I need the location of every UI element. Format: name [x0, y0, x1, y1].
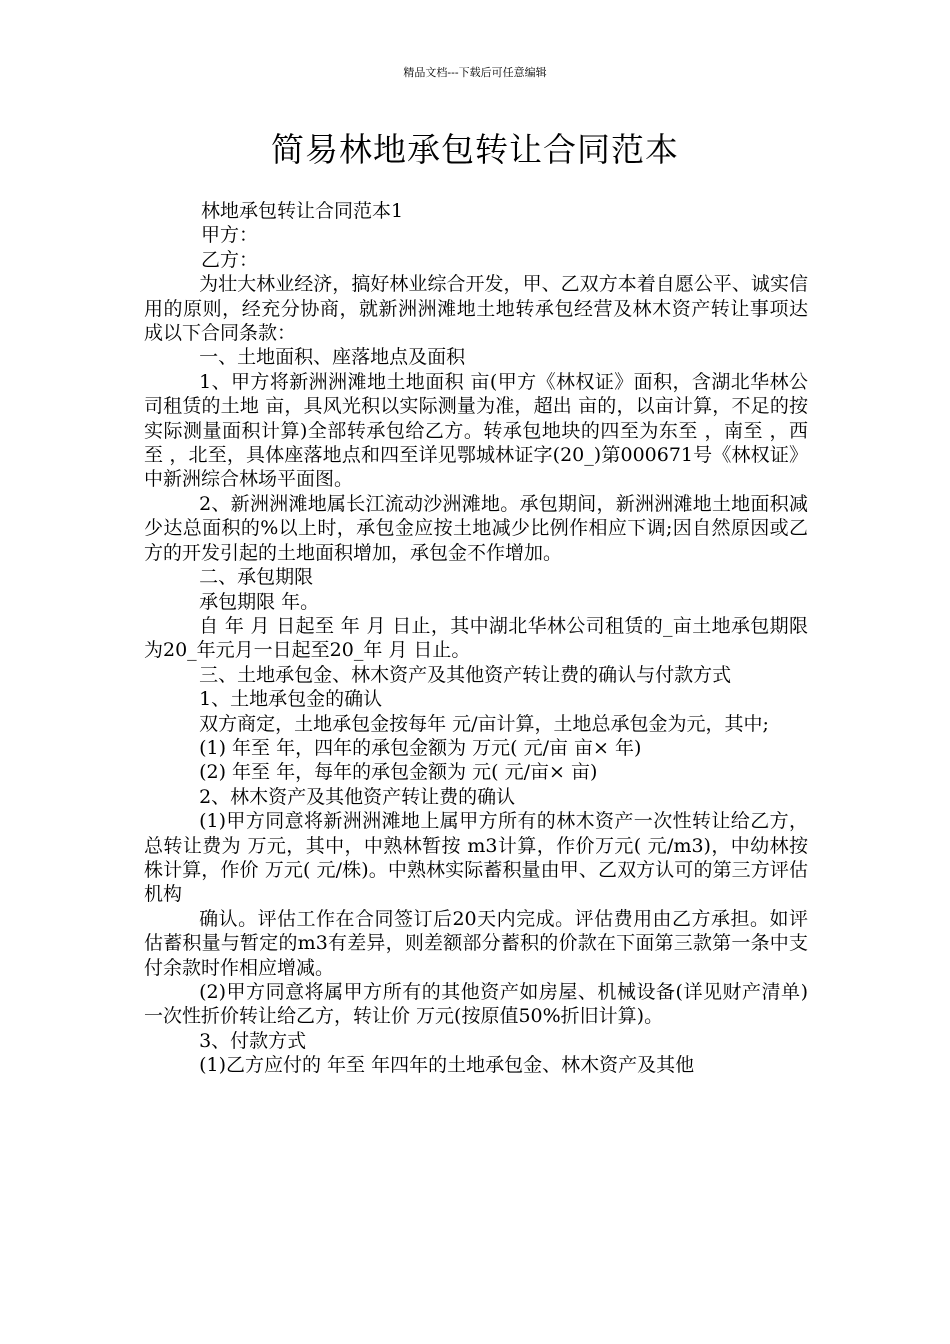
paragraph-term: 承包期限 年。 — [199, 590, 320, 613]
party-a-line: 甲方： — [201, 224, 259, 247]
document-title: 简易林地承包转让合同范本 — [271, 130, 679, 169]
header-note: 精品文档---下载后可任意编辑 — [403, 66, 547, 79]
section-heading-3: 三、土地承包金、林木资产及其他资产转让费的确认与付款方式 — [199, 663, 732, 686]
list-item-fee-2: (2) 年至 年，每年的承包金额为 元( 元/亩× 亩) — [199, 761, 598, 784]
paragraph-payment-1: (1)乙方应付的 年至 年四年的土地承包金、林木资产及其他 — [199, 1054, 695, 1077]
party-b-line: 乙方： — [201, 248, 259, 271]
paragraph-forest-assets: (1)甲方同意将新洲洲滩地上属甲方所有的林木资产一次性转让给乙方，总转让费为 万元，其中，中熟林暂按 m3计算，作价万元( 元/m3)，中幼林按株计算，作价 万元( 元/株)。中熟林实际蓄积量由甲、乙双方认可的第三方评估机构 — [144, 810, 808, 906]
subheading-asset-transfer: 2、林木资产及其他资产转让费的确认 — [199, 785, 516, 808]
paragraph-assessment: 确认。评估工作在合同签订后20天内完成。评估费用由乙方承担。如评估蓄积量与暂定的m3有差异，则差额部分蓄积的价款在下面第三款第一条中支付余款时作相应增减。 — [144, 907, 808, 979]
section-heading-2: 二、承包期限 — [199, 566, 314, 589]
paragraph-term-dates: 自 年 月 日起至 年 月 日止，其中湖北华林公司租赁的_亩土地承包期限为20_年元月一日起至20_年 月 日止。 — [144, 614, 808, 662]
paragraph-land-area: 1、甲方将新洲洲滩地土地面积 亩(甲方《林权证》面积，含湖北华林公司租赁的土地 亩，具风光积以实际测量为准，超出 亩的，以亩计算，不足的按实际测量面积计算)全部转承包给乙方。转承包地块的四至为东至 ，南至 ，西至 ，北至，具体座落地点和四至详见鄂城林证字(20_)第000671号《林权证》中新洲综合林场平面图。 — [144, 370, 808, 491]
paragraph-heading: 林地承包转让合同范本1 — [201, 200, 404, 222]
paragraph-land-change: 2、新洲洲滩地属长江流动沙洲滩地。承包期间，新洲洲滩地土地面积减少达总面积的%以上时，承包金应按土地减少比例作相应下调;因自然原因或乙方的开发引起的土地面积增加，承包金不作增加。 — [144, 492, 808, 564]
section-heading-1: 一、土地面积、座落地点及面积 — [199, 346, 466, 369]
paragraph-fee-agreement: 双方商定，土地承包金按每年 元/亩计算，土地总承包金为元，其中; — [199, 712, 769, 735]
paragraph-preamble: 为壮大林业经济，搞好林业综合开发，甲、乙双方本着自愿公平、诚实信用的原则，经充分协商，就新洲洲滩地土地转承包经营及林木资产转让事项达成以下合同条款： — [144, 273, 808, 345]
subheading-contract-fee: 1、土地承包金的确认 — [199, 688, 383, 711]
document-body — [144, 199, 808, 1078]
list-item-fee-1: (1) 年至 年，四年的承包金额为 万元( 元/亩 亩× 年) — [199, 736, 642, 759]
subheading-payment: 3、付款方式 — [199, 1029, 307, 1052]
paragraph-other-assets: (2)甲方同意将属甲方所有的其他资产如房屋、机械设备(详见财产清单)一次性折价转让给乙方，转让价 万元(按原值50%折旧计算)。 — [144, 981, 808, 1028]
